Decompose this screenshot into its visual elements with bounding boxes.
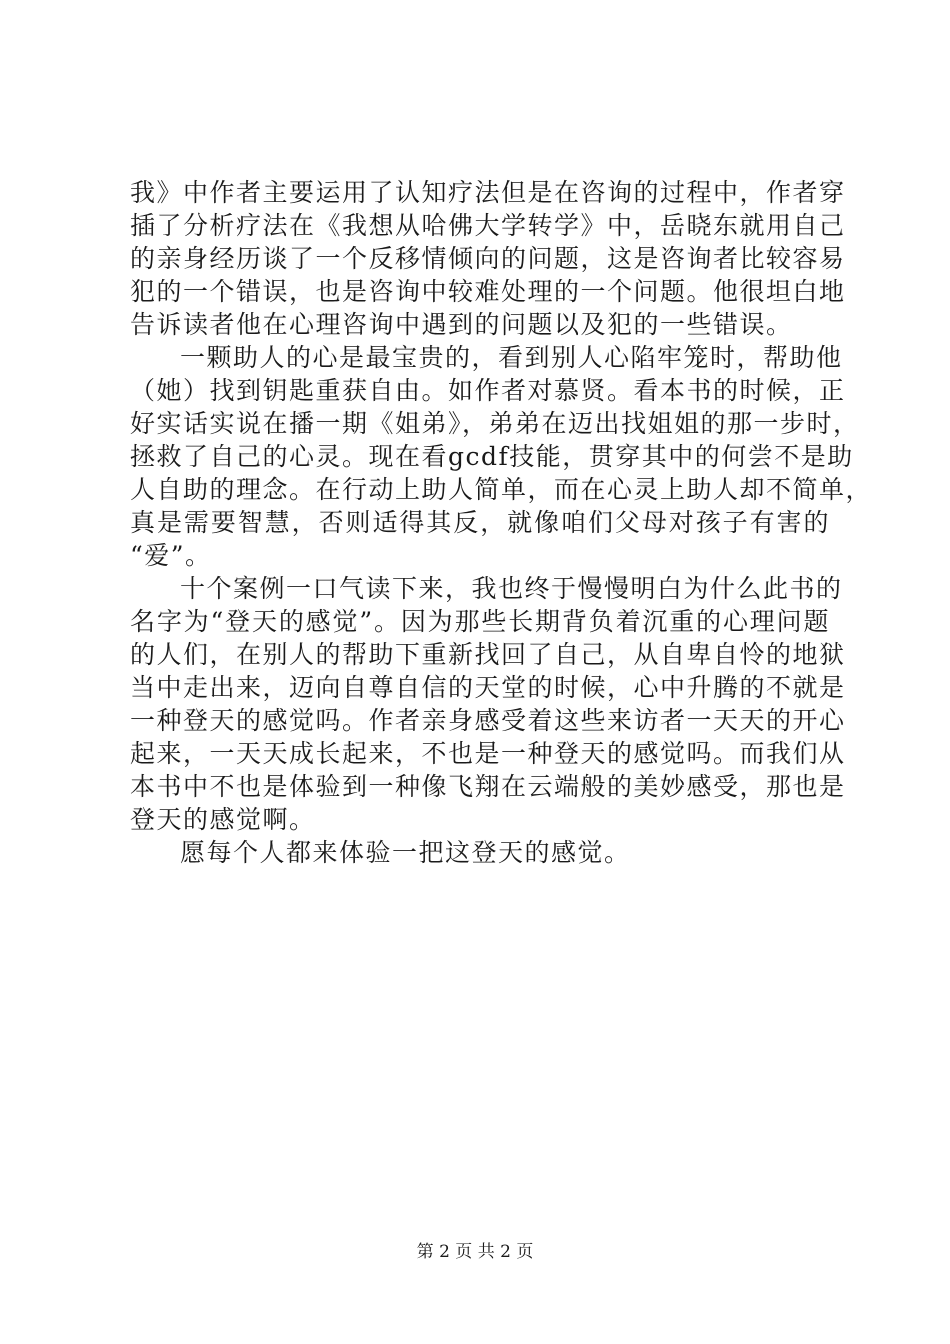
text-line: 一颗助人的心是最宝贵的，看到别人心陷牢笼时，帮助他 <box>180 343 843 372</box>
text-line: 本书中不也是体验到一种像飞翔在云端般的美妙感受，那也是 <box>130 772 846 801</box>
text-line: 告诉读者他在心理咨询中遇到的问题以及犯的一些错误。 <box>130 310 793 339</box>
text-line: 拯救了自己的心灵。现在看gcdf技能，贯穿其中的何尝不是助 <box>130 442 854 471</box>
text-line: 登天的感觉啊。 <box>130 805 316 834</box>
text-line: “爱”。 <box>130 541 212 570</box>
text-line: 名字为“登天的感觉”。因为那些长期背负着沉重的心理问题 <box>130 607 830 636</box>
text-line: 的亲身经历谈了一个反移情倾向的问题，这是咨询者比较容易 <box>130 244 846 273</box>
text-line: 真是需要智慧，否则适得其反，就像咱们父母对孩子有害的 <box>130 508 830 537</box>
text-line: 当中走出来，迈向自尊自信的天堂的时候，心中升腾的不就是 <box>130 673 846 702</box>
text-line: 起来，一天天成长起来，不也是一种登天的感觉吗。而我们从 <box>130 739 846 768</box>
text-line: 犯的一个错误，也是咨询中较难处理的一个问题。他很坦白地 <box>130 277 846 306</box>
text-line: 十个案例一口气读下来，我也终于慢慢明白为什么此书的 <box>180 574 843 603</box>
text-line: 一种登天的感觉吗。作者亲身感受着这些来访者一天天的开心 <box>130 706 846 735</box>
text-line: 的人们，在别人的帮助下重新找回了自己，从自卑自怜的地狱 <box>130 640 846 669</box>
text-line: 好实话实说在播一期《姐弟》，弟弟在迈出找姐姐的那一步时， <box>130 409 860 438</box>
text-line: 插了分析疗法在《我想从哈佛大学转学》中，岳晓东就用自己 <box>130 211 846 240</box>
text-line: 愿每个人都来体验一把这登天的感觉。 <box>180 838 631 867</box>
page-footer: 第 2 页 共 2 页 <box>416 1242 534 1262</box>
text-line: （她）找到钥匙重获自由。如作者对慕贤。看本书的时候，正 <box>130 376 846 405</box>
text-line: 人自助的理念。在行动上助人简单，而在心灵上助人却不简单， <box>130 475 873 504</box>
text-line: 我》中作者主要运用了认知疗法但是在咨询的过程中，作者穿 <box>130 178 846 207</box>
body-text <box>130 176 873 869</box>
